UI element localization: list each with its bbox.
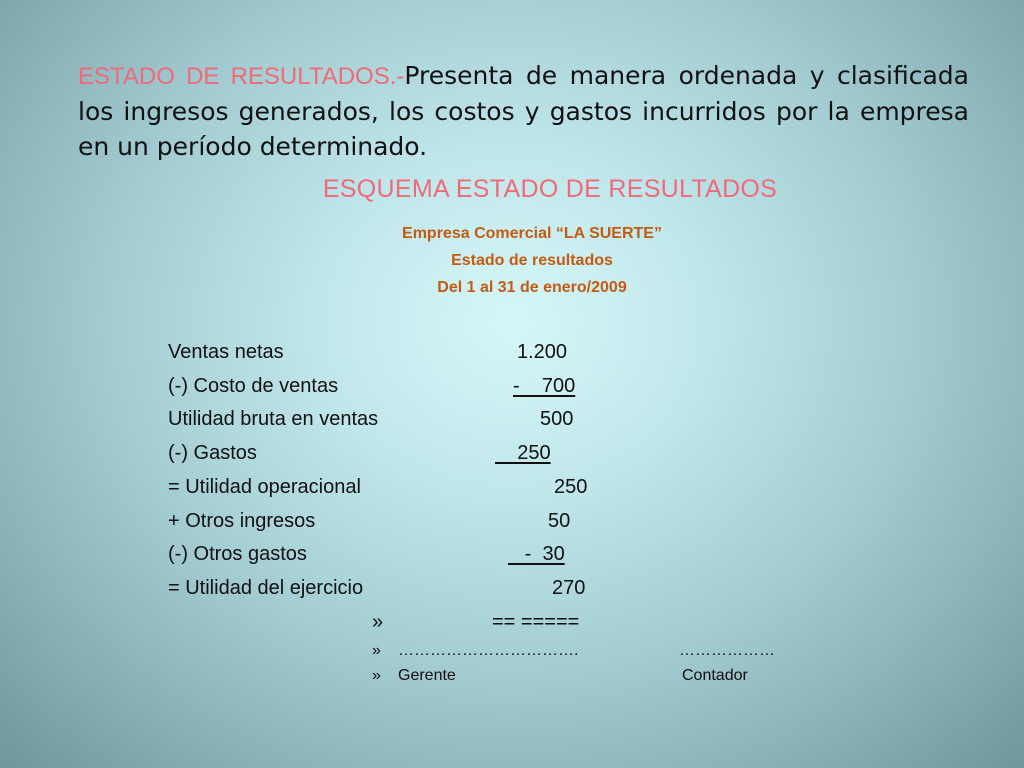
row-label: = Utilidad operacional: [168, 476, 361, 498]
row-label: Utilidad bruta en ventas: [168, 408, 379, 430]
row-value: 50: [548, 510, 571, 532]
accountant-label: Contador: [682, 667, 748, 684]
company-name: Empresa Comercial “LA SUERTE”: [402, 225, 662, 242]
row-value: 270: [552, 577, 586, 599]
row-value: 250: [495, 442, 551, 464]
double-line-text: == =====: [492, 611, 580, 633]
row-value: 500: [540, 408, 574, 430]
row-value: 1.200: [517, 341, 568, 363]
row-label: (-) Gastos: [168, 442, 257, 464]
manager-label: Gerente: [398, 667, 456, 684]
row-value: 250: [554, 476, 588, 498]
row-value: - 700: [513, 375, 576, 397]
bullet-marker: »: [372, 667, 381, 684]
row-label: = Utilidad del ejercicio: [168, 577, 364, 599]
bullet-marker: »: [372, 611, 384, 633]
report-period: Del 1 al 31 de enero/2009: [437, 279, 627, 296]
term-heading: ESTADO DE RESULTADOS.-: [78, 63, 405, 90]
row-label: + Otros ingresos: [168, 510, 316, 532]
accountant-signature-line: ………………: [679, 642, 775, 659]
manager-signature-line: …………………………….: [398, 642, 579, 659]
term-definition: Presenta de manera ordenada y clasificada los ingresos generados, los costos y gastos incurridos por la empresa en un período determinado.: [78, 61, 969, 161]
row-label: Ventas netas: [168, 341, 284, 363]
row-value: - 30: [508, 543, 565, 565]
row-label: (-) Costo de ventas: [168, 375, 339, 397]
row-label: (-) Otros gastos: [168, 543, 307, 565]
intro-paragraph: [78, 58, 969, 164]
bullet-marker: »: [372, 642, 381, 659]
report-name: Estado de resultados: [451, 252, 613, 269]
scheme-title: ESQUEMA ESTADO DE RESULTADOS: [322, 175, 778, 203]
statement-header: [0, 220, 1024, 301]
